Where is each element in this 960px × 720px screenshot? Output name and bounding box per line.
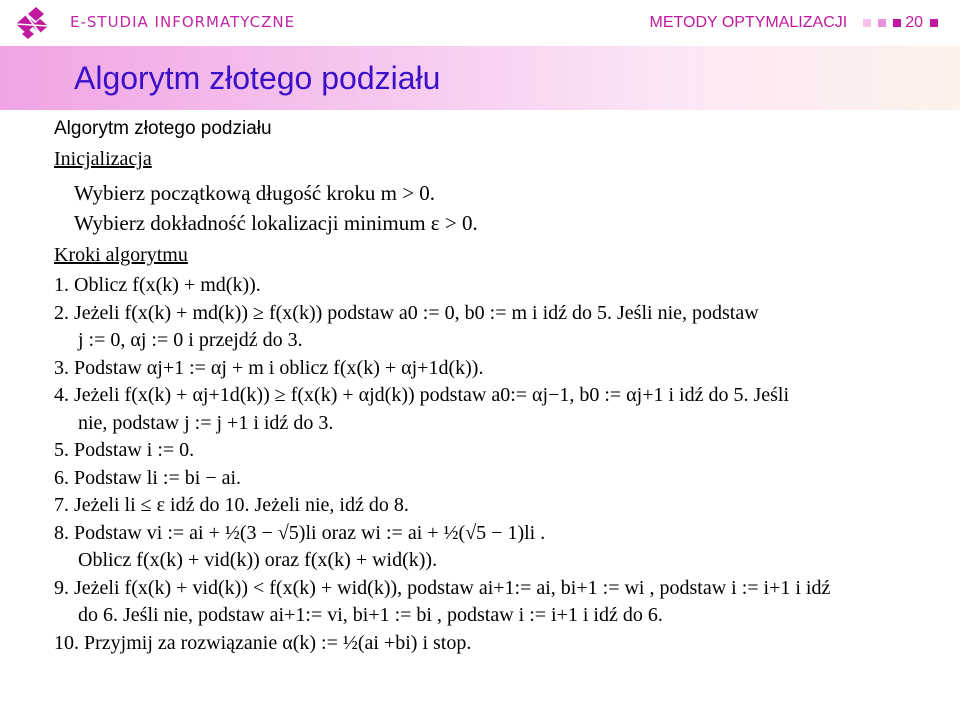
step-line: 7. Jeżeli li ≤ ε idź do 10. Jeżeli nie, idź do 8. <box>54 494 409 516</box>
init-heading: Inicjalizacja <box>54 148 152 170</box>
square-icon <box>930 19 938 27</box>
step-line: Oblicz f(x(k) + vid(k)) oraz f(x(k) + wid(k)). <box>78 549 438 571</box>
steps-heading: Kroki algorytmu <box>54 244 188 266</box>
step-line: j := 0, αj := 0 i przejdź do 3. <box>78 329 303 351</box>
square-icon <box>863 19 871 27</box>
step-line: 10. Przyjmij za rozwiązanie α(k) := ½(ai +bi) i stop. <box>54 631 472 654</box>
course-name-and-page <box>650 14 938 32</box>
section-subtitle: Algorytm złotego podziału <box>54 118 272 139</box>
init-block <box>74 178 934 238</box>
slide-header <box>0 0 960 46</box>
step-line: 3. Podstaw αj+1 := αj + m i oblicz f(x(k) + αj+1d(k)). <box>54 356 484 379</box>
step-line: 2. Jeżeli f(x(k) + md(k)) ≥ f(x(k)) podstaw a0 := 0, b0 := m i idź do 5. Jeśli nie, podstaw <box>54 301 759 324</box>
page-number: 20 <box>905 14 923 31</box>
square-icon <box>878 19 886 27</box>
init-line: Wybierz dokładność lokalizacji minimum ε > 0. <box>74 211 478 235</box>
step-line: 6. Podstaw li := bi − ai. <box>54 466 242 489</box>
title-bar <box>0 46 960 110</box>
step-line: do 6. Jeśli nie, podstaw ai+1:= vi, bi+1 := bi , podstaw i := i+1 i idź do 6. <box>78 604 663 626</box>
step-line: 1. Oblicz f(x(k) + md(k)). <box>54 274 261 296</box>
page-title: Algorytm złotego podziału <box>74 60 441 96</box>
step-line: 4. Jeżeli f(x(k) + αj+1d(k)) ≥ f(x(k) + αjd(k)) podstaw a0:= αj−1, b0 := αj+1 i idź do 5. Jeśli <box>54 384 790 406</box>
brand-name: E-STUDIA INFORMATYCZNE <box>70 13 296 31</box>
step-line: 8. Podstaw vi := ai + ½(3 − √5)li oraz wi := ai + ½(√5 − 1)li . <box>54 521 546 544</box>
slide-content <box>54 118 934 657</box>
square-icon <box>893 19 901 27</box>
step-line: 9. Jeżeli f(x(k) + vid(k)) < f(x(k) + wid(k)), podstaw ai+1:= ai, bi+1 := wi , podstaw i := i+1 i idź <box>54 576 831 599</box>
step-line: nie, podstaw j := j +1 i idź do 3. <box>78 411 334 434</box>
init-line: Wybierz początkową długość kroku m > 0. <box>74 181 436 205</box>
logo-icon <box>12 6 52 40</box>
course-name: METODY OPTYMALIZACJI <box>649 14 848 31</box>
step-line: 5. Podstaw i := 0. <box>54 439 195 461</box>
steps-list <box>54 272 934 657</box>
